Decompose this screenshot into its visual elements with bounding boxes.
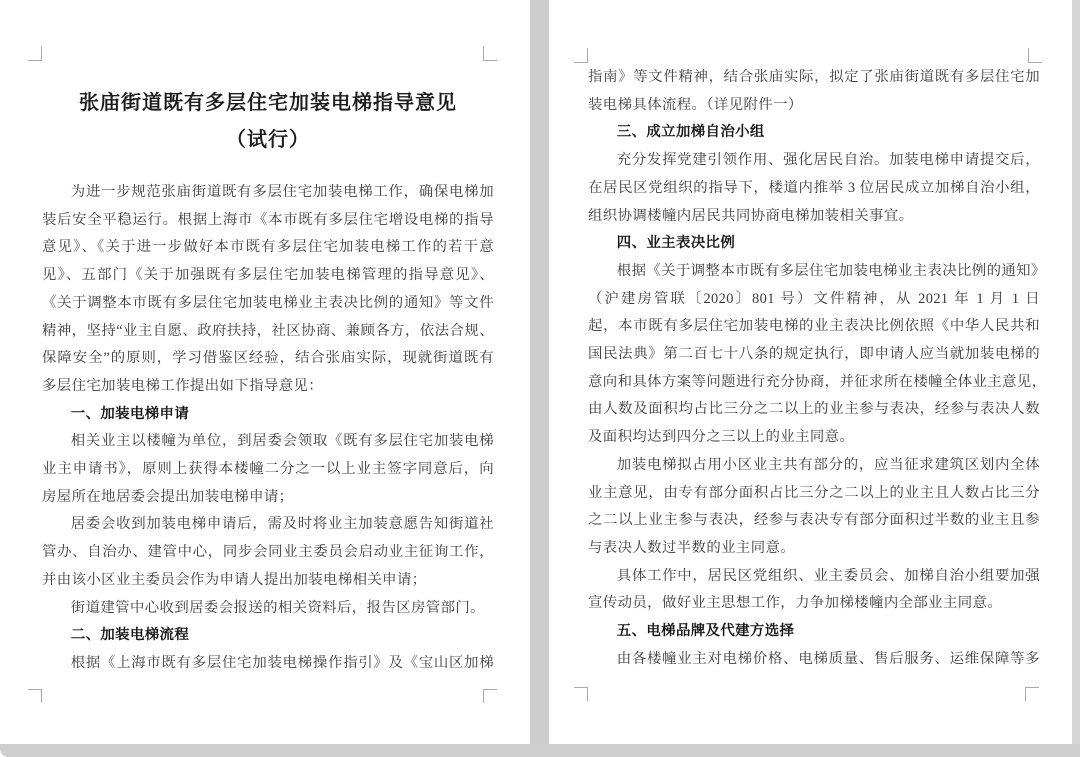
text-line: 充分发挥党建引领作用、强化居民自治。加装电梯申请提交后， [616, 152, 1040, 169]
text-line: 在居民区党组织的指导下，楼道内推举 3 位居民成立加梯自治小组， [588, 179, 1040, 196]
page-content [42, 85, 494, 678]
section-heading: 五、电梯品牌及代建方选择 [616, 623, 795, 640]
text-line: 房屋所在地居委会提出加装电梯申请； [42, 488, 294, 505]
text-line: 国民法典》第二百七十八条的规定执行，即申请人应当就加装电梯的 [588, 346, 1040, 363]
text-line: 业主申请书》，原则上获得本楼幢二分之一以上业主签字同意后，向 [42, 461, 494, 478]
text-line: 居委会收到加装电梯申请后，需及时将业主加装意愿告知街道社 [70, 516, 494, 533]
margin-mark-bottom-left [574, 687, 588, 701]
page-1 [0, 0, 530, 744]
margin-mark-top-left [574, 48, 588, 63]
text-line: （沪建房管联〔2020〕801 号）文件精神，从 2021 年 1 月 1 日 [588, 290, 1040, 307]
text-line: 之二以上业主参与表决，经参与表决专有部分面积过半数的业主且参 [588, 512, 1040, 529]
page-gutter [530, 0, 549, 757]
text-line: 起，本市既有多层住宅加装电梯的业主表决比例依照《中华人民共和 [588, 318, 1040, 335]
document-title-line: 张庙街道既有多层住宅加装电梯指导意见 [79, 92, 457, 114]
text-line: 并由该小区业主委员会作为申请人提出加装电梯相关申请； [42, 571, 427, 588]
text-line: 保障安全”的原则，学习借鉴区经验，结合张庙实际，现就街道既有 [42, 350, 494, 367]
text-line: 精神，坚持“业主自愿、政府扶持，社区协商、兼顾各方，依法合规、 [42, 322, 494, 339]
text-line: 见》、五部门《关于加强既有多层住宅加装电梯管理的指导意见》、 [42, 267, 494, 284]
text-line: 根据《关于调整本市既有多层住宅加装电梯业主表决比例的通知》 [616, 262, 1046, 279]
margin-mark-bottom-left [28, 689, 42, 703]
text-line: 根据《上海市既有多层住宅加装电梯操作指引》及《宝山区加梯 [70, 654, 494, 671]
right-edge-strip [1072, 0, 1080, 757]
document-title [42, 85, 494, 159]
text-line: 多层住宅加装电梯工作提出如下指导意见： [42, 377, 324, 394]
text-line: 装电梯具体流程。（详见附件一） [588, 96, 803, 113]
text-line: 及面积均达到四分之三以上的业主同意。 [588, 429, 855, 446]
page-content [588, 64, 1047, 673]
text-line: 宣传动员，做好业主思想工作，力争加梯楼幢内全部业主同意。 [588, 595, 1003, 612]
text-line: 指南》等文件精神，结合张庙实际，拟定了张庙街道既有多层住宅加 [588, 69, 1040, 85]
section-heading: 三、成立加梯自治小组 [616, 124, 765, 141]
text-line: 街道建管中心收到居委会报送的相关资料后，报告区房管部门。 [70, 599, 485, 616]
text-line: 装后安全平稳运行。根据上海市《本市既有多层住宅增设电梯的指导 [42, 211, 494, 228]
section-heading: 二、加装电梯流程 [70, 627, 190, 644]
text-line: 意见》、《关于进一步做好本市既有多层住宅加装电梯工作的若干意 [42, 239, 494, 256]
text-line: 管办、自治办、建管中心，同步会同业主委员会启动业主征询工作， [42, 544, 494, 561]
document-title-line: （试行） [226, 129, 310, 151]
text-line: 为进一步规范张庙街道既有多层住宅加装电梯工作，确保电梯加 [70, 184, 494, 200]
text-line: 具体工作中，居民区党组织、业主委员会、加梯自治小组要加强 [616, 567, 1040, 584]
text-line: 组织协调楼幢内居民共同协商电梯加装相关事宜。 [588, 207, 914, 224]
text-line: 由各楼幢业主对电梯价格、电梯质量、售后服务、运维保障等多 [616, 650, 1040, 667]
section-heading: 一、加装电梯申请 [70, 405, 190, 422]
margin-mark-top-left [28, 46, 42, 61]
text-line: 意向和具体方案等问题进行充分协商，并征求所在楼幢全体业主意见， [588, 373, 1047, 390]
text-line: 《关于调整本市既有多层住宅加装电梯业主表决比例的通知》等文件 [42, 294, 494, 311]
text-line: 由人数及面积均占比三分之二以上的业主参与表决，经参与表决人数 [588, 401, 1040, 418]
bottom-edge-strip [0, 744, 1080, 757]
page-2 [549, 0, 1072, 744]
margin-mark-bottom-right [483, 689, 497, 703]
margin-mark-top-right [483, 46, 497, 61]
text-line: 业主意见，由专有部分面积占比三分之二以上的业主且人数占比三分 [588, 484, 1040, 501]
text-line: 与表决人数过半数的业主同意。 [588, 539, 796, 556]
section-heading: 四、业主表决比例 [616, 235, 736, 252]
text-line: 加装电梯拟占用小区业主共有部分的，应当征求建筑区划内全体 [616, 456, 1040, 473]
margin-mark-top-right [1028, 48, 1042, 63]
margin-mark-bottom-right [1025, 687, 1039, 701]
text-line: 相关业主以楼幢为单位，到居委会领取《既有多层住宅加装电梯 [70, 433, 494, 450]
